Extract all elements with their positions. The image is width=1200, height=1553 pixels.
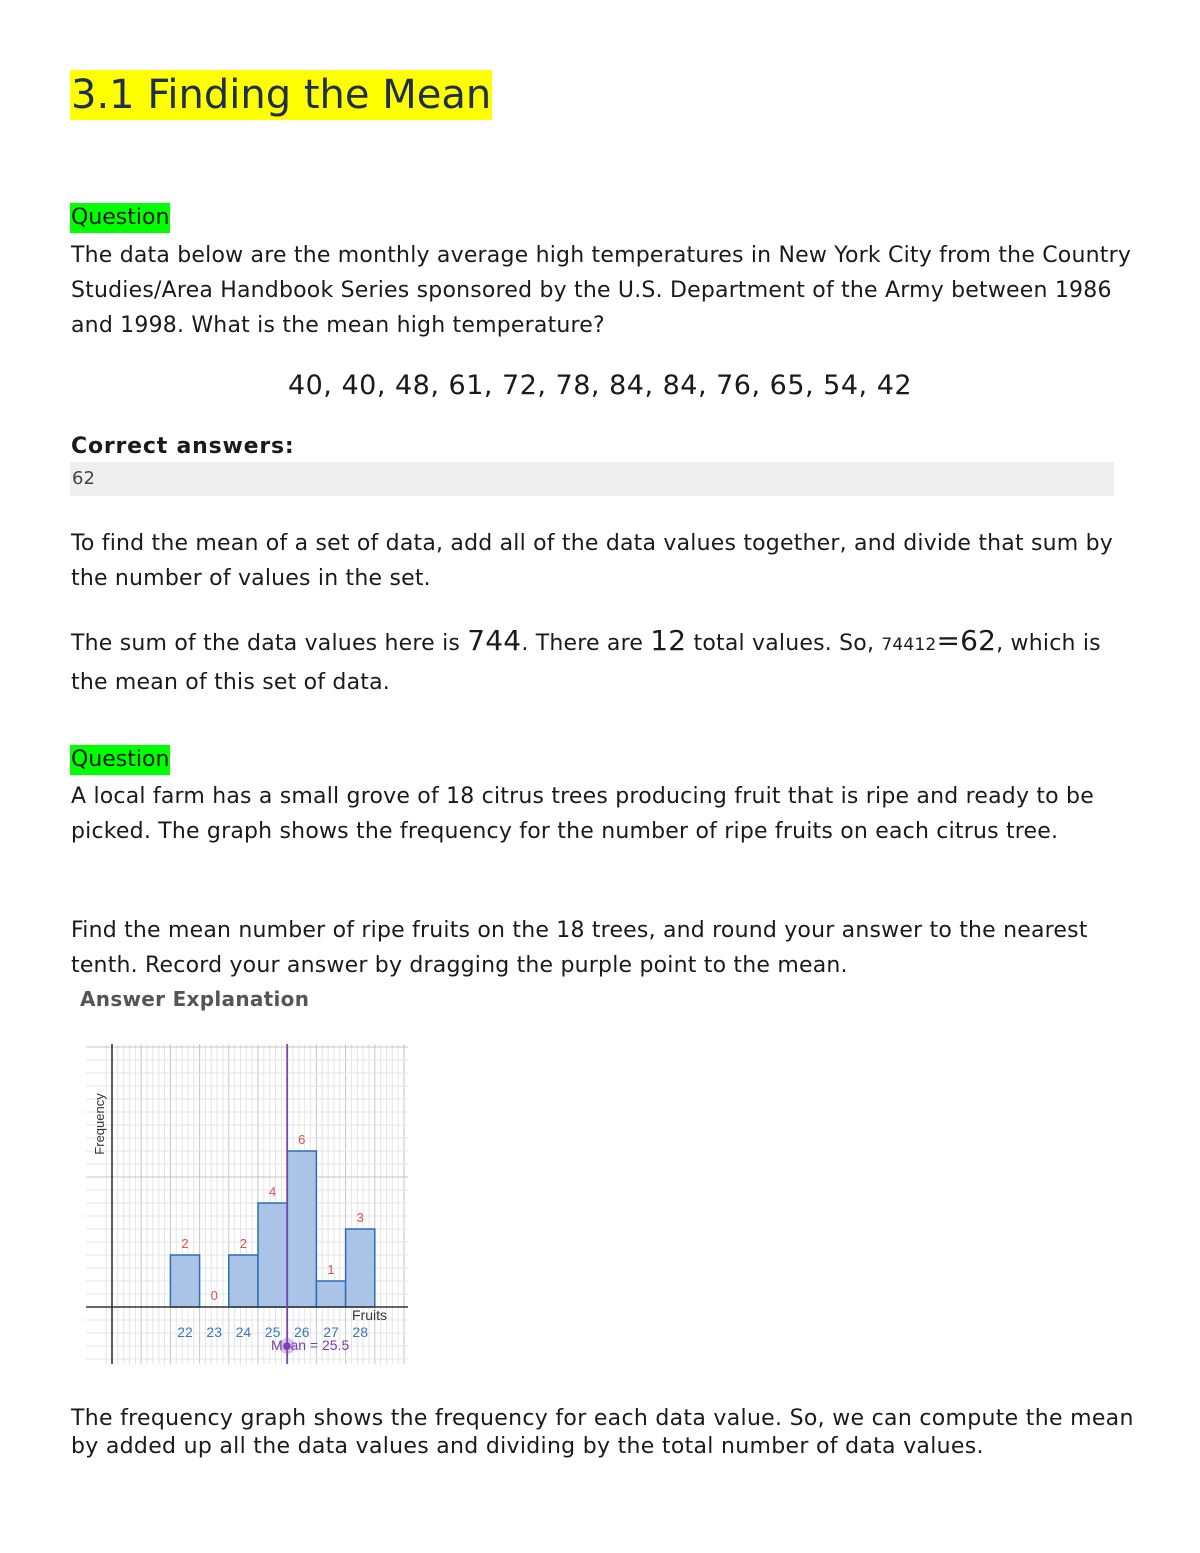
bar-24: [229, 1255, 258, 1307]
answer-explanation-label: Answer Explanation: [80, 987, 310, 1011]
bar-25: [258, 1203, 287, 1307]
bar-value-label-27: 1: [327, 1262, 335, 1277]
x-axis-label: Fruits: [352, 1307, 387, 1323]
frequency-chart: [82, 1036, 410, 1368]
bar-27: [316, 1281, 345, 1307]
x-tick-label-24: 24: [235, 1324, 252, 1340]
bar-value-label-28: 3: [356, 1210, 364, 1225]
answer-value: 62: [72, 468, 95, 489]
y-axis-label: Frequency: [92, 1093, 107, 1155]
result-value: =62: [936, 624, 997, 657]
bar-26: [287, 1151, 316, 1307]
sum-value: 744: [467, 624, 522, 657]
bar-value-label-22: 2: [181, 1236, 189, 1251]
bar-22: [170, 1255, 199, 1307]
fraction-value: 74412: [881, 635, 937, 655]
question-text: A local farm has a small grove of 18 citrus trees producing fruit that is ripe and ready to be picked. The graph shows the frequency for the number of ripe fruits on each citrus tree.: [71, 784, 1094, 844]
bar-value-label-23: 0: [210, 1288, 218, 1303]
question-label: Question: [70, 745, 170, 775]
data-values: 40, 40, 48, 61, 72, 78, 84, 84, 76, 65, 54, 42: [287, 370, 913, 401]
correct-answers-heading: Correct answers:: [71, 434, 295, 459]
answer-field: [70, 462, 1114, 496]
sum-text: The sum of the data values here is: [71, 631, 468, 656]
x-tick-label-25: 25: [264, 1324, 281, 1340]
so-text: total values. So,: [686, 631, 882, 656]
x-tick-label-23: 23: [206, 1324, 222, 1340]
conclusion-text: , which is the mean of this set of data.: [71, 631, 1101, 695]
bar-value-label-26: 6: [298, 1132, 306, 1147]
explanation-paragraph: To find the mean of a set of data, add all of the data values together, and divide that sum by the number of values in the set.: [71, 531, 1114, 591]
x-tick-label-26: 26: [294, 1324, 310, 1340]
closing-paragraph: The frequency graph shows the frequency for each data value. So, we can compute the mean by added up all the data values and dividing by the total number of data values.: [71, 1406, 1134, 1459]
bar-value-label-25: 4: [268, 1184, 277, 1199]
bar-value-label-24: 2: [239, 1236, 248, 1251]
count-text: . There are: [521, 631, 651, 656]
page-title: 3.1 Finding the Mean: [71, 72, 492, 118]
x-tick-label-22: 22: [177, 1324, 193, 1340]
explanation-sum-paragraph: [71, 622, 1141, 701]
bar-28: [346, 1229, 375, 1307]
question-label: Question: [70, 203, 170, 233]
x-tick-label-27: 27: [323, 1324, 339, 1340]
count-value: 12: [650, 624, 687, 657]
question-text: The data below are the monthly average high temperatures in New York City from the Country Studies/Area Handbook Series sponsored by the U.S. Department of the Army between 1986 and 1998. What is the mean high temperature?: [71, 243, 1132, 338]
question-instruction: Find the mean number of ripe fruits on the 18 trees, and round your answer to the nearest tenth. Record your answer by dragging the purple point to the mean.: [71, 918, 1088, 978]
x-tick-label-28: 28: [352, 1324, 368, 1340]
mean-label: Mean = 25.5: [271, 1337, 350, 1353]
